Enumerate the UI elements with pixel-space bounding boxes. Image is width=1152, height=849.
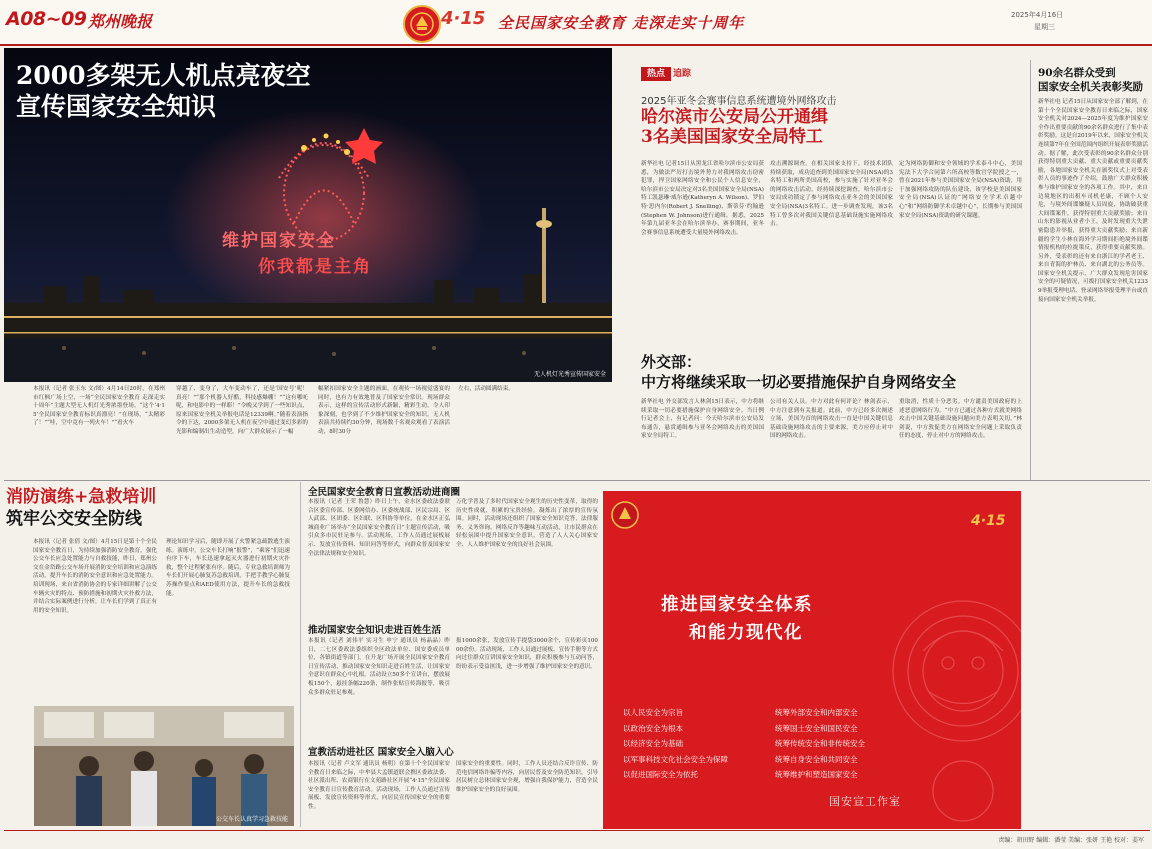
page-footer (0, 829, 1152, 849)
mall-event-col1: 本报讯（记者 王荣 鲁慧）昨日上午，金水区委政法委联合区委宣传部、区委网信办、区委统战部、区民宗局、区人武部、区团委、区妇联、区科协等单位，在金水区正弘城商业广场举办“全民国家安全教育日”主题宣传活动，吸引众多市民驻足参与。活动现场，工作人员通过展板展示、发放宣传资料、知识问答等形式，向群众普及国家安全法律法规和安全知识。 (308, 499, 450, 557)
foreign-ministry-headline (641, 352, 956, 392)
hot-news-kicker: 2025年亚冬会赛事信息系统遭境外网络攻击 (641, 96, 837, 107)
poster-right-item: 统筹自身安全和共同安全 (775, 754, 858, 764)
hero-headline-line2: 宣传国家安全知识 (16, 92, 217, 121)
banner-title: 全民国家安全教育 走深走实十周年 (498, 14, 745, 32)
hot-news-col2: 攻击溯源调查。在相关国家支持下，经技术团队持续获取，成功追查到美国国家安全局(NSA)的3名特工和两所美国高校，参与实施了针对亚冬会的网络攻击活动。经持续深挖调查，哈尔滨市公安局成功锁定了参与网络攻击亚冬会的美国国家安全局(NSA)3名特工。进一步调查发现，该3名特工曾多次对我国关键信息基础设施实施网络攻击。 (770, 161, 893, 228)
foreign-ministry-col3: 重取消，性质十分恶劣。中方谴责美国政府的上述恶意网络行为。“中方已通过各种方式就美网络攻击中国关键基础设施问题向美方表明关切。”林剑说，中方敦促美方在网络安全问题上采取负责任的态度，停止对中方的网络攻击。 (899, 399, 1022, 440)
drone-text-line2: 你我都是主角 (258, 257, 372, 277)
community-event-headline: 宣教活动进社区 国家安全入脑入心 (308, 747, 454, 758)
mall-event-headline: 全民国家安全教育日宣教活动进商圈 (308, 487, 461, 498)
poster-left-item: 以人民安全为宗旨 (623, 708, 683, 717)
village-event-col2: 报1000余张，发放宣传手提袋3000余个，宣传彩页10000余份。活动现场，工作人员通过展板、宣传手册等方式向过往群众宣讲国家安全知识，群众积极参与互动问答，纷纷表示受益匪浅，进一步增强了维护国家安全的意识。 (456, 638, 598, 670)
hero-caption: 无人机灯光秀宣传国家安全 (533, 371, 606, 378)
column-divider (1030, 60, 1031, 480)
newspaper-name: 郑州晚报 (88, 12, 153, 31)
community-event-col1: 本报讯（记者 卢文军 通讯员 杨明）在第十个全民国家安全教育日来临之际，中牟县大孟镇道联会携区委政法委、社区派出所、农商银行在文苑路社区开展“4·15”全民国家安全教育日宣传教育活动。活动现场，工作人员通过宣传展板、发放宣传资料等形式，向居民宣传国家安全的重要性。 (308, 761, 450, 810)
poster-left-list (623, 705, 728, 783)
fire-drill-photo (34, 706, 294, 826)
hero-article-col1: 本报讯（记者 张玉东 文/图）4月14日20时，在郑州市红枫广场上空，一场“全民国家安全教育 走深走实十周年”主题大型无人机灯光秀浓墨登场。“这个‘4·15’全民国家安全教育标识真漂亮！”在现场，“太精彩了！”“哇，空中竟有一列火车！”“看火车 (33, 386, 165, 427)
right-column-headline (1038, 66, 1143, 94)
village-event-headline: 推动国家安全知识走进百姓生活 (308, 625, 442, 636)
hot-news-headline (641, 107, 828, 147)
hot-tag: 热点 (641, 67, 671, 81)
poster-headline-line2: 和能力现代化 (689, 623, 803, 643)
fire-drill-headline-line2: 筑牢公交安全防线 (6, 509, 142, 529)
poster-right-item: 统筹传统安全和非传统安全 (775, 739, 865, 748)
hero-photo (4, 48, 612, 382)
issue-weekday: 星期三 (1034, 23, 1055, 31)
poster-headline-line1: 推进国家安全体系 (661, 595, 813, 615)
poster-right-item: 统筹外部安全和内部安全 (775, 708, 858, 717)
poster-right-item: 统筹国土安全和国民安全 (775, 723, 858, 733)
editor-credits: 责编：胡田野 编辑：潘莹 美编：张妍 王艳 校对：姜军 (998, 837, 1144, 844)
poster-left-item: 以军事科技文化社会安全为保障 (623, 754, 728, 764)
poster-left-item: 以促进国际安全为依托 (623, 770, 698, 779)
footer-rule (4, 830, 1150, 831)
right-column-headline-line1: 90余名群众受到 (1038, 67, 1116, 79)
foreign-ministry-col2: 公司有关人员。中方对此有何评论？林剑表示，中方注意到有关报道。此前，中方已经多次阐述立场，美国为首的网络攻击一直是中国关键信息基础设施网络攻击的主要来源，美方应停止对中国的网络攻击。 (770, 399, 893, 440)
poster-left-item: 以经济安全为基础 (623, 739, 683, 748)
hot-news-headline-line1: 哈尔滨市公安局公开通缉 (641, 107, 828, 127)
village-event-col1: 本报讯（记者 刘伟平 实习生 申宁 通讯员 杨晶晶）昨日，二七区委政法委组织全区政法单位、国安委成员单位，各镇街道等部门，在升龙广场开展全民国家安全教育日宣传活动，推动国家安全知识走进百姓生活，让国家安全意识在群众心中扎根。活动设立50多个宣讲台，摆放展板150个，悬挂条幅220条，制作张贴宣传海报等，吸引众多群众驻足参观。 (308, 638, 450, 696)
fire-drill-photo-caption: 公交车长认真学习急救技能 (215, 816, 288, 823)
issue-date: 2025年4月16日 (1011, 11, 1064, 19)
poster-anniversary-badge: 4·15 (971, 513, 1006, 529)
right-column-text: 新华社电 记者15日从国家安全部了解到，在第十个全民国家安全教育日来临之际，国家安全机关对2024—2025年度为维护国家安全作出重要贡献的90余名群众进行了集中表彰奖励。这是自2019年以来，国家安全机关连续第7年在全国范围内组织开展表彰奖励活动。据了解，此次受表彰的90余名群众分别获得特别重大贡献、重大贡献或重要贡献奖励，各地国家安全机关在颁奖仪式上对受表彰人员的事迹作了介绍，鼓励广大群众积极参与维护国家安全的各项工作。其中，来自边境地区的出租车司机老康，不顾个人安危，与境外间谍嫌疑人员周旋，协助破获重大间谍案件，获得特别重大贡献奖励；来自山东的影视从业者小王，及时发现重大失泄密隐患并举报，获得重大贡献奖励；来自新疆的学生小林在海外学习期间拒绝境外间谍情报机构的拉拢策反，获得重要贡献奖励。另外，受表彰的还有来自浙江的学者老王、来自青海的护林员、来自湖北的公务员等。国家安全机关提示，广大群众发现危害国家安全的可疑情况，可拨打国家安全机关12339举报受理电话、登录网络举报受理平台或直接向国家安全机关举报。 (1038, 99, 1148, 303)
hot-news-col1: 新华社电 记者15日从黑龙江省哈尔滨市公安局获悉，为做法严厉打击境外势力对我网络攻击窃密犯罪，捍卫国家网络安全和公民个人信息安全，哈尔滨市公安局决定对3名美国国家安全局(NSA)特工凯瑟琳·威尔逊(Katheryn A. Wilson)、罗伯特·思内尔(Robert J. Snelling)、斯蒂芬·约翰逊(Stephen W. Johnson)进行通缉。据悉，2025年第九届亚冬会在哈尔滨举办，赛事期间，亚冬会赛事信息系统遭受大量境外网络攻击。 (641, 161, 764, 236)
poster-headline (661, 591, 813, 647)
fire-drill-headline (6, 486, 156, 508)
hero-article-col2: 穿越了、变身了，大车变动车了，还是‘国安号’呢！真亮！”“那个机器人好酷，科技感爆棚！”“这有哪吒呢，和电影中的一样耶！”令晚又学到了一些知识点，原来国家安全机关举报电话是12339啊。”随着表演指令的下达，2000多架无人机在夜空中通过变幻多彩的光影和编制出生动造型，向广大群众展示了一幅 (176, 386, 308, 435)
anniversary-badge: 4·15 (441, 8, 486, 29)
poster-right-item: 统筹维护和塑造国家安全 (775, 770, 858, 779)
hot-news-col3: 定为网络防御和安全领域的学术泰斗中心，美国宪法下大学合同第六所高校等数官学院授之一，曾在2021年参与美国国家安全局(NSA)资助，用于加强网络攻防的队伍建设，该学校是美国国家安全局(NSA)认证的“网络安全学术卓越中心”和“网络防御学术卓越中心”，长期参与美国国家安全局(NSA)资助的研究课题。 (899, 161, 1022, 219)
foreign-ministry-headline-line1: 外交部： (641, 353, 702, 371)
mall-event-col2: 万化学普及了多时代国家安全观生的历史性变革，取得的历史性成就，积累的宝贵经验，凝炼出了浓厚的宣传氛围。同时，活动现场还组织了国家安全知识竞答，法律服务、义务咨询，网络反诈等趣味互动活动，让市民群众在轻松氛围中提升国家安全意识，营造了人人关心国家安全、人人维护国家安全的良好社会氛围。 (456, 499, 598, 548)
hot-subtag: 追踪 (673, 69, 692, 79)
section-divider (4, 480, 1150, 481)
poster-right-list (775, 705, 865, 783)
security-poster (603, 491, 1021, 829)
hot-news-headline-line2: 3名美国国家安全局特工 (641, 127, 823, 147)
fire-drill-headline-line1: 消防演练+急救培训 (6, 487, 157, 507)
hero-article-col4: 左右，活动圆满结束。 (458, 386, 514, 392)
community-event-col2: 国家安全的重要性。同时，工作人员还结合反诈宣传、防范电信网络诈骗等内容，向居民普及安全防范知识，引导居民树立总体国家安全观，增强自我保护能力，营造全民维护国家安全的良好氛围。 (456, 761, 598, 793)
column-divider (300, 482, 301, 827)
page-number: A08~09 (6, 8, 87, 30)
poster-signature: 国安宣工作室 (829, 795, 901, 808)
hero-headline (16, 60, 311, 122)
poster-left-item: 以政治安全为根本 (623, 723, 683, 733)
drone-text-line1: 维护国家安全 (222, 231, 336, 251)
national-security-emblem-icon (403, 5, 441, 43)
foreign-ministry-headline-line2: 中方将继续采取一切必要措施保护自身网络安全 (641, 373, 957, 391)
hero-headline-line1: 2000多架无人机点亮夜空 (16, 61, 311, 90)
right-column-headline-line2: 国家安全机关表彰奖励 (1038, 81, 1143, 93)
hero-article-col3: 幅紧扣国家安全主题的画面，在观传一场视觉盛宴的同时，也有力有效地普及了国家安全常识。现场群众表示，这样的宣传活动形式新颖，精彩生动，令人印象深刻，也学到了不少维护国家安全的知识。无人机表演共持续约30分钟，现场数千名观众观看了表演活动，8时30分 (318, 386, 450, 435)
fire-drill-col2: 理论知识学习后，随即开展了火警紧急疏散逃生演练。演练中，公交车长打响“报警”，“乘客”们迅速有序下车，车长迅速拿起灭火器进行初期火灾扑救，整个过程紧张有序。随后，专业急救培训师为车长们开展心肺复苏急救培训，手把手教学心肺复苏操作要点和AED使用方法，提升车长的急救技能。 (166, 539, 290, 597)
foreign-ministry-col1: 新华社电 外交部发言人林剑15日表示，中方将继续采取一切必要措施保护自身网络安全。当日例行记者会上，有记者问：今天哈尔滨市公安局发布通告，悬赏通缉参与亚冬会网络攻击的美国国家安全局特工。 (641, 399, 764, 440)
fire-drill-col1: 本报讯（记者 张倩 文/图）4月15日是第十个全民国家安全教育日，为持续加强消防安全教育，强化公交车长应急处置能力与自救技能，昨日，郑州公交在金岱路公交车场开展消防安全培训和应急演练活动，提升车长的消防安全意识和应急处置能力。培训现场，来自省消防协会的专家详细讲解了公交车辆火灾的特点、预防措施和初期火灾扑救方法，并结合实际案例进行分析，让车长们学到了真正有用的安全知识。 (33, 539, 157, 614)
